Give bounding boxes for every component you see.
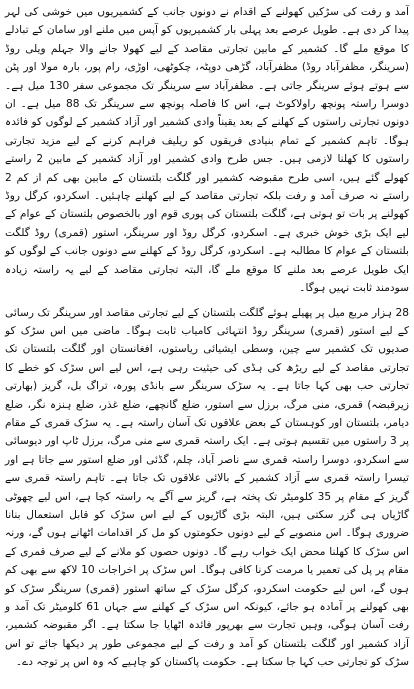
article-paragraph: 28 ہزار مربع میل پر پھیلے ہوئے گلگت بلتستان کے لیے تجارتی مقاصد اور سرینگر تک رسائی کے لیے استور (قمری) سرینگر روڈ انتہائی کامیاب ثابت ہوگا۔ ماضی میں اس سڑک کو صدیوں تک کشمیر سے چین، وسطی ایشیائی ریاستوں، افغانستان اور گلگت بلتستان تک تجارتی مقاصد کے لیے ریڑھ کی ہڈی کی حیثیت رہی ہے، اس لیے اس سڑک کو خطے کا تجارتی حب بھی کہا جاتا ہے۔ یہ سڑک سرینگر سے بانڈی پورہ، تراگ بل، گریز (بھارتی زیرقبضہ) قمری، منی مرگ، برزل سے استور، ضلع گانچھے، ضلع غذر، ضلع ہنزہ نگر، ضلع دیامر، بلتستان اور کوہستان کے بعض علاقوں تک آسان راستہ ہے۔ یہ سڑک قمری کے مقام پر 3 راستوں میں تقسیم ہوتی ہے۔ ایک راستہ قمری سے منی مرگ، برزل ٹاپ اور دیوسائی سے اسکردو، دوسرا راستہ قمری سے ناصر آباد، چلم، گڈئی اور ضلع استور سے جاتا ہے اور تیسرا راستہ قمری سے آزاد کشمیر کے بالائی علاقوں تک جاتا ہے۔ تاہم راستہ قمری سے گریز کے مقام پر 35 کلومیٹر تک پختہ ہے، گریز سے آگے یہ راستہ کچا ہے، اس لیے چھوٹی گاڑیاں ہی گزر سکتی ہیں، البتہ بڑی گاڑیوں کے لیے اس سڑک کو قابل استعمال بنانا ضروری ہوگا۔ اس منصوبے کے لیے دونوں حکومتوں کو مل کر اقدامات اٹھانے ہوں گے، ورنہ اس سڑک کا کھلنا محض ایک خواب رہے گا۔ دونوں حصوں کو ملانے کے لیے صرف قمری کے مقام پر پل کی تعمیر یا مرمت کرنا کافی ہوگا۔ اس سڑک پر اخراجات 10 لاکھ سے بھی کم ہوں گے، اس لیے حکومت اسکردو، کرگل سڑک کے ساتھ استور (قمری) سرینگر سڑک کو بھی کھولنے پر آمادہ ہو جائے، کیونکہ اس سڑک کے کھلنے سے جہاں 61 کلومیٹر تک آمد و رفت آسان ہوگی، وہیں تجارت سے بھرپور فائدہ اٹھایا جا سکتا ہے۔ اگر مقبوضہ کشمیر، آزاد کشمیر اور گلگت بلتستان کو آمد و رفت کے لیے مجموعی طور پر دیکھا جائے تو اس سڑک کو تجارتی حب کہا جا سکتا ہے۔ حکومت پاکستان کو چاہیے کہ وہ اس پر توجہ دے۔ [5, 306, 409, 669]
article-paragraph: آمد و رفت کی سڑکیں کھولنے کے اقدام نے دونوں جانب کے کشمیریوں میں خوشی کی لہر پیدا کر دی ہے۔ طویل عرصے بعد پہلی بار کشمیریوں کو آپس میں ملنے اور سامان کے تبادلے کا موقع ملے گا۔ کشمیر کے مابین تجارتی مقاصد کے لیے کھولا جانے والا جہلم ویلی روڈ (سرینگر، مظفرآباد روڈ) مظفرآباد، گڑھی دوپٹہ، چکوٹھی، اوڑی، رام پور، بارہ مولا اور پٹن سے ہوتے ہوئے سرینگر جاتی ہے۔ مظفرآباد سے سرینگر تک مجموعی سفر 130 میل ہے۔ دوسرا راستہ پونچھ راولاکوٹ ہے، اس کا فاصلہ پونچھ سے سرینگر تک 88 میل ہے۔ ان دونوں تجارتی راستوں کے کھلنے کے بعد یقیناً وادی کشمیر اور آزاد کشمیر کے لوگوں کو فائدہ ہوگا۔ تاہم کشمیر کے تمام بنیادی فریقوں کو ریلیف فراہم کرنے کے لیے مزید تجارتی راستوں کا کھلنا لازمی ہیں۔ جس طرح وادی کشمیر اور آزاد کشمیر کے مابین 2 راستے کھولے گئے ہیں، اسی طرح مقبوضہ کشمیر اور گلگت بلتستان کے مابین بھی کم از کم 2 راستے نہ صرف آمد و رفت بلکہ تجارتی مقاصد کے لیے کھلنے چاہئیں۔ اسکردو، کرگل روڈ کھولنے پر بات تو ہوتی ہے، گلگت بلتستان کی پوری قوم اور بالخصوص بلتستان کے عوام کے لیے ایک بڑی خوش خبری ہے۔ اسکردو، کرگل روڈ اور سرینگر، استور (قمری) روڈ گلگت بلتستان کے عوام کا مطالبہ ہے۔ اسکردو، کرگل روڈ کے کھلنے سے دونوں جانب کے لوگوں کو ایک طویل عرصے بعد ملنے کا موقع ملے گا، البتہ تجارتی مقاصد کے لیے یہ راستہ زیادہ سودمند ثابت نہیں ہوگا۔ [5, 6, 409, 295]
